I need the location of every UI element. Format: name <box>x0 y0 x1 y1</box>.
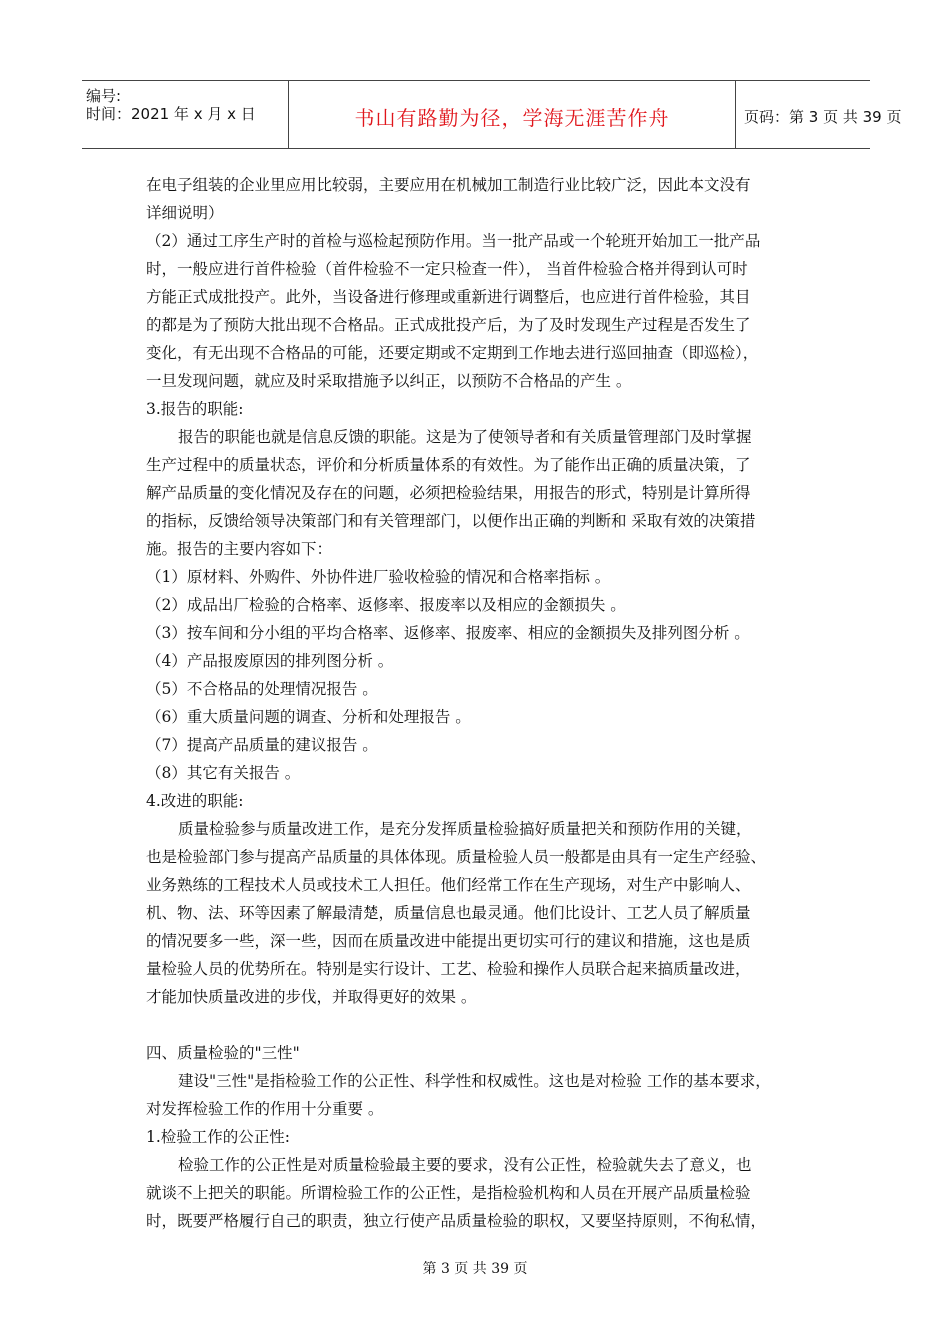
text-line: 建设"三性"是指检验工作的公正性、科学性和权威性。这也是对检验 工作的基本要求， <box>178 1072 771 1090</box>
text-line: 时，一般应进行首件检验（首件检验不一定只检查一件）， 当首件检验合格并得到认可时 <box>146 260 748 278</box>
header-page-cell <box>735 81 902 148</box>
page-code: 页码：第 3 页 共 39 页 <box>744 108 902 126</box>
list-item: （3）按车间和分小组的平均合格率、返修率、报废率、相应的金额损失及排列图分析 。 <box>146 624 750 642</box>
text-line: 量检验人员的优势所在。特别是实行设计、工艺、检验和操作人员联合起来搞质量改进， <box>146 960 751 978</box>
page-header <box>82 80 902 149</box>
text-line: 业务熟练的工程技术人员或技术工人担任。他们经常工作在生产现场，对生产中影响人、 <box>146 876 751 894</box>
section-heading: 3.报告的职能: <box>146 400 244 418</box>
chapter-heading: 四、质量检验的"三性" <box>146 1044 300 1062</box>
list-item: （7）提高产品质量的建议报告 。 <box>146 736 378 754</box>
text-line: 质量检验参与质量改进工作，是充分发挥质量检验搞好质量把关和预防作用的关键， <box>178 820 752 838</box>
list-item: （6）重大质量问题的调查、分析和处理报告 。 <box>146 708 471 726</box>
list-item: （2）成品出厂检验的合格率、返修率、报废率以及相应的金额损失 。 <box>146 596 626 614</box>
text-line: 也是检验部门参与提高产品质量的具体体现。质量检验人员一般都是由具有一定生产经验、 <box>146 848 767 866</box>
text-line: 施。报告的主要内容如下： <box>146 540 333 558</box>
text-line: 方能正式成批投产。此外，当设备进行修理或重新进行调整后，也应进行首件检验，其目 <box>146 288 751 306</box>
text-line: 对发挥检验工作的作用十分重要 。 <box>146 1100 384 1118</box>
document-number: 编号: <box>86 87 122 105</box>
text-line: 机、物、法、环等因素了解最清楚，质量信息也最灵通。他们比设计、工艺人员了解质量 <box>146 904 751 922</box>
text-line: 才能加快质量改进的步伐，并取得更好的效果 。 <box>146 988 477 1006</box>
list-item: （8）其它有关报告 。 <box>146 764 301 782</box>
text-line: 的都是为了预防大批出现不合格品。正式成批投产后，为了及时发现生产过程是否发生了 <box>146 316 751 334</box>
text-line: 时，既要严格履行自己的职责，独立行使产品质量检验的职权，又要坚持原则，不徇私情， <box>146 1212 767 1230</box>
text-line: 解产品质量的变化情况及存在的问题，必须把检验结果，用报告的形式，特别是计算所得 <box>146 484 751 502</box>
text-line: 在电子组装的企业里应用比较弱，主要应用在机械加工制造行业比较广泛，因此本文没有 <box>146 176 751 194</box>
document-date: 时间：2021 年 x 月 x 日 <box>86 105 256 123</box>
header-info-cell <box>82 81 288 148</box>
text-line: 报告的职能也就是信息反馈的职能。这是为了使领导者和有关质量管理部门及时掌握 <box>178 428 752 446</box>
section-heading: 4.改进的职能: <box>146 792 244 810</box>
header-motto: 书山有路勤为径，学海无涯苦作舟 <box>354 106 670 130</box>
text-line: 变化，有无出现不合格品的可能，还要定期或不定期到工作地去进行巡回抽查（即巡检）， <box>146 344 759 362</box>
text-line: 生产过程中的质量状态，评价和分析质量体系的有效性。为了能作出正确的质量决策，了 <box>146 456 751 474</box>
header-motto-cell <box>288 81 736 148</box>
text-line: 就谈不上把关的职能。所谓检验工作的公正性，是指检验机构和人员在开展产品质量检验 <box>146 1184 751 1202</box>
text-line: 的指标，反馈给领导决策部门和有关管理部门，以便作出正确的判断和 采取有效的决策措 <box>146 512 756 530</box>
text-line: 详细说明） <box>146 204 224 222</box>
list-item: （1）原材料、外购件、外协件进厂验收检验的情况和合格率指标 。 <box>146 568 611 586</box>
text-line: （2）通过工序生产时的首检与巡检起预防作用。当一批产品或一个轮班开始加工一批产品 <box>146 232 761 250</box>
section-heading: 1.检验工作的公正性: <box>146 1128 291 1146</box>
text-line: 检验工作的公正性是对质量检验最主要的要求，没有公正性，检验就失去了意义，也 <box>178 1156 752 1174</box>
list-item: （4）产品报废原因的排列图分析 。 <box>146 652 394 670</box>
text-line: 一旦发现问题，就应及时采取措施予以纠正，以预防不合格品的产生 。 <box>146 372 632 390</box>
text-line: 的情况要多一些，深一些，因而在质量改进中能提出更切实可行的建议和措施，这也是质 <box>146 932 751 950</box>
page-footer: 第 3 页 共 39 页 <box>422 1261 528 1277</box>
list-item: （5）不合格品的处理情况报告 。 <box>146 680 378 698</box>
